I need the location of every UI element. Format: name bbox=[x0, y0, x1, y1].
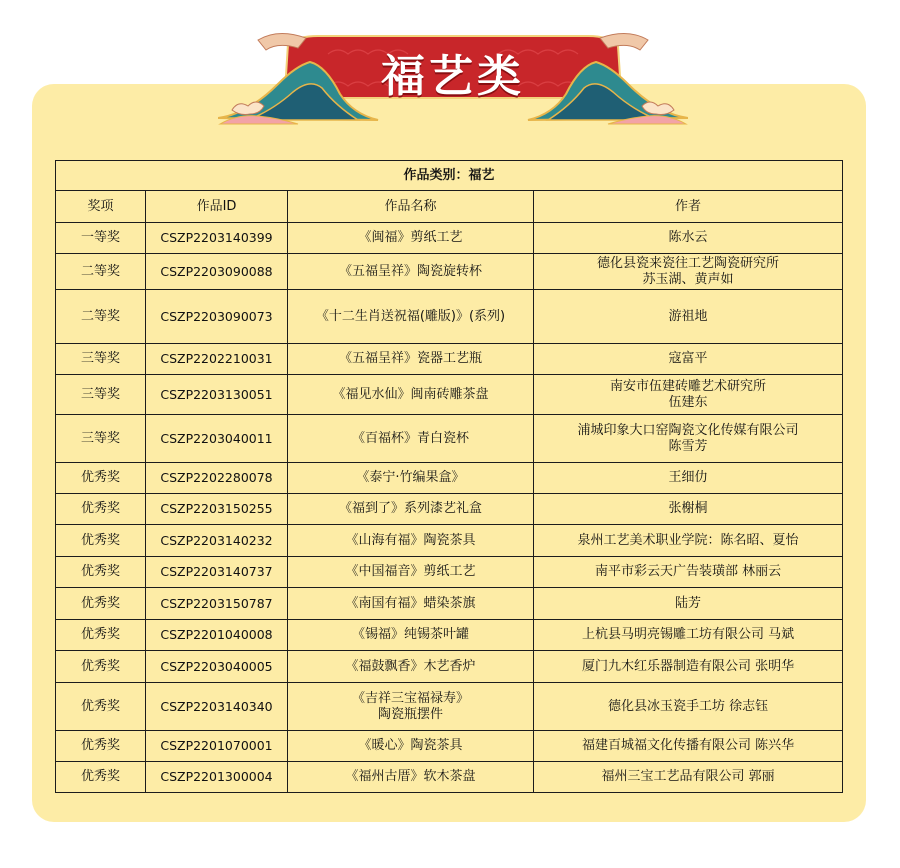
award-cell: 优秀奖 bbox=[56, 762, 146, 793]
work-title-line: 《暖心》陶瓷茶具 bbox=[358, 738, 463, 753]
work-title-cell bbox=[288, 463, 534, 494]
award-cell: 三等奖 bbox=[56, 415, 146, 463]
author-cell bbox=[534, 651, 843, 683]
work-title-line: 《山海有福》陶瓷茶具 bbox=[345, 532, 476, 548]
table-row bbox=[56, 683, 843, 731]
work-title-cell bbox=[288, 223, 534, 254]
work-title-cell bbox=[288, 651, 534, 683]
table-row bbox=[56, 254, 843, 290]
award-cell: 三等奖 bbox=[56, 344, 146, 375]
work-id-cell: CSZP2201070001 bbox=[146, 731, 288, 762]
award-cell: 优秀奖 bbox=[56, 463, 146, 494]
header-award: 奖项 bbox=[56, 191, 146, 223]
author-line: 厦门九木红乐器制造有限公司 张明华 bbox=[581, 658, 795, 674]
author-line: 游祖地 bbox=[668, 308, 708, 324]
work-id-cell: CSZP2203140737 bbox=[146, 557, 288, 588]
author-line: 上杭县马明亮锡雕工坊有限公司 马斌 bbox=[581, 627, 795, 642]
table-row bbox=[56, 463, 843, 494]
award-cell: 优秀奖 bbox=[56, 651, 146, 683]
author-line: 伍建东 bbox=[668, 394, 708, 410]
award-cell: 优秀奖 bbox=[56, 683, 146, 731]
work-title-line: 《泰宁·竹编果盒》 bbox=[356, 470, 465, 485]
banner-title: 福艺类 bbox=[381, 51, 525, 102]
table-row bbox=[56, 415, 843, 463]
work-id-cell: CSZP2203150787 bbox=[146, 588, 288, 620]
work-title-line: 《百福杯》青白瓷杯 bbox=[351, 430, 469, 446]
award-cell: 优秀奖 bbox=[56, 620, 146, 651]
work-title-cell bbox=[288, 762, 534, 793]
work-title-line: 《五福呈祥》陶瓷旋转杯 bbox=[338, 263, 482, 279]
table-row bbox=[56, 223, 843, 254]
author-cell bbox=[534, 254, 843, 290]
work-id-cell: CSZP2202210031 bbox=[146, 344, 288, 375]
work-title-line: 《锡福》纯锡茶叶罐 bbox=[351, 627, 469, 642]
author-cell bbox=[534, 683, 843, 731]
work-title-cell bbox=[288, 557, 534, 588]
author-cell bbox=[534, 762, 843, 793]
header-id: 作品ID bbox=[146, 191, 288, 223]
work-id-cell: CSZP2203090073 bbox=[146, 290, 288, 344]
work-title-cell bbox=[288, 375, 534, 415]
award-cell: 优秀奖 bbox=[56, 731, 146, 762]
author-cell bbox=[534, 463, 843, 494]
work-id-cell: CSZP2203140399 bbox=[146, 223, 288, 254]
author-line: 德化县瓷来瓷往工艺陶瓷研究所 bbox=[597, 255, 780, 271]
title-banner bbox=[218, 14, 688, 132]
work-title-cell bbox=[288, 344, 534, 375]
author-line: 王细仂 bbox=[668, 470, 708, 485]
work-title-line: 《福到了》系列漆艺礼盒 bbox=[338, 501, 482, 516]
work-title-cell bbox=[288, 525, 534, 557]
author-cell bbox=[534, 344, 843, 375]
table-row bbox=[56, 525, 843, 557]
header-title: 作品名称 bbox=[288, 191, 534, 223]
work-id-cell: CSZP2203040005 bbox=[146, 651, 288, 683]
author-cell bbox=[534, 557, 843, 588]
work-title-line: 《福州古厝》软木茶盘 bbox=[345, 769, 476, 784]
author-cell bbox=[534, 620, 843, 651]
awards-table bbox=[55, 160, 843, 793]
author-cell bbox=[534, 375, 843, 415]
author-cell bbox=[534, 223, 843, 254]
author-line: 福州三宝工艺品有限公司 郭丽 bbox=[601, 769, 775, 784]
header-author: 作者 bbox=[534, 191, 843, 223]
table-row bbox=[56, 588, 843, 620]
work-title-line: 《中国福音》剪纸工艺 bbox=[345, 564, 476, 579]
author-cell bbox=[534, 494, 843, 525]
author-cell bbox=[534, 415, 843, 463]
work-title-cell bbox=[288, 290, 534, 344]
table-row bbox=[56, 290, 843, 344]
author-line: 南安市伍建砖雕艺术研究所 bbox=[610, 378, 767, 394]
work-title-line: 《吉祥三宝福禄寿》 bbox=[351, 690, 469, 706]
table-row bbox=[56, 651, 843, 683]
author-line: 张榭桐 bbox=[668, 501, 708, 516]
work-title-cell bbox=[288, 588, 534, 620]
work-id-cell: CSZP2201300004 bbox=[146, 762, 288, 793]
work-title-cell bbox=[288, 494, 534, 525]
author-line: 陈水云 bbox=[668, 230, 708, 245]
award-cell: 二等奖 bbox=[56, 290, 146, 344]
table-caption: 作品类别：福艺 bbox=[56, 161, 843, 191]
award-cell: 三等奖 bbox=[56, 375, 146, 415]
work-title-line: 陶瓷瓶摆件 bbox=[377, 706, 443, 722]
work-id-cell: CSZP2203040011 bbox=[146, 415, 288, 463]
work-title-line: 《十二生肖送祝福(雕版)》(系列) bbox=[315, 308, 506, 324]
author-line: 泉州工艺美术职业学院：陈名昭、夏怡 bbox=[577, 532, 799, 548]
work-title-cell bbox=[288, 254, 534, 290]
table-row bbox=[56, 344, 843, 375]
work-title-line: 《闽福》剪纸工艺 bbox=[358, 230, 463, 245]
author-line: 南平市彩云天广告装璜部 林丽云 bbox=[594, 564, 782, 579]
work-title-cell bbox=[288, 683, 534, 731]
work-id-cell: CSZP2202280078 bbox=[146, 463, 288, 494]
work-title-cell bbox=[288, 415, 534, 463]
award-cell: 一等奖 bbox=[56, 223, 146, 254]
author-line: 德化县冰玉瓷手工坊 徐志钰 bbox=[607, 698, 769, 714]
work-title-cell bbox=[288, 620, 534, 651]
table-row bbox=[56, 762, 843, 793]
work-title-line: 《福鼓飘香》木艺香炉 bbox=[345, 658, 476, 674]
award-cell: 优秀奖 bbox=[56, 557, 146, 588]
table-row bbox=[56, 731, 843, 762]
work-id-cell: CSZP2203130051 bbox=[146, 375, 288, 415]
author-line: 寇富平 bbox=[668, 351, 708, 366]
work-title-line: 《五福呈祥》瓷器工艺瓶 bbox=[338, 351, 482, 366]
award-cell: 优秀奖 bbox=[56, 494, 146, 525]
award-cell: 二等奖 bbox=[56, 254, 146, 290]
work-id-cell: CSZP2203150255 bbox=[146, 494, 288, 525]
table-row bbox=[56, 557, 843, 588]
author-cell bbox=[534, 588, 843, 620]
table-row bbox=[56, 494, 843, 525]
table-row bbox=[56, 375, 843, 415]
award-cell: 优秀奖 bbox=[56, 588, 146, 620]
author-cell bbox=[534, 731, 843, 762]
author-line: 陈雪芳 bbox=[668, 438, 708, 454]
work-id-cell: CSZP2203090088 bbox=[146, 254, 288, 290]
author-cell bbox=[534, 525, 843, 557]
work-id-cell: CSZP2203140232 bbox=[146, 525, 288, 557]
work-title-line: 《福见水仙》闽南砖雕茶盘 bbox=[332, 386, 489, 402]
author-line: 福建百城福文化传播有限公司 陈兴华 bbox=[581, 738, 795, 753]
award-cell: 优秀奖 bbox=[56, 525, 146, 557]
work-id-cell: CSZP2203140340 bbox=[146, 683, 288, 731]
work-title-line: 《南国有福》蜡染茶旗 bbox=[345, 595, 476, 611]
table-row bbox=[56, 620, 843, 651]
work-id-cell: CSZP2201040008 bbox=[146, 620, 288, 651]
author-cell bbox=[534, 290, 843, 344]
author-line: 苏玉湖、黄声如 bbox=[642, 271, 734, 287]
author-line: 浦城印象大口窑陶瓷文化传媒有限公司 bbox=[577, 422, 799, 438]
author-line: 陆芳 bbox=[675, 595, 702, 611]
work-title-cell bbox=[288, 731, 534, 762]
